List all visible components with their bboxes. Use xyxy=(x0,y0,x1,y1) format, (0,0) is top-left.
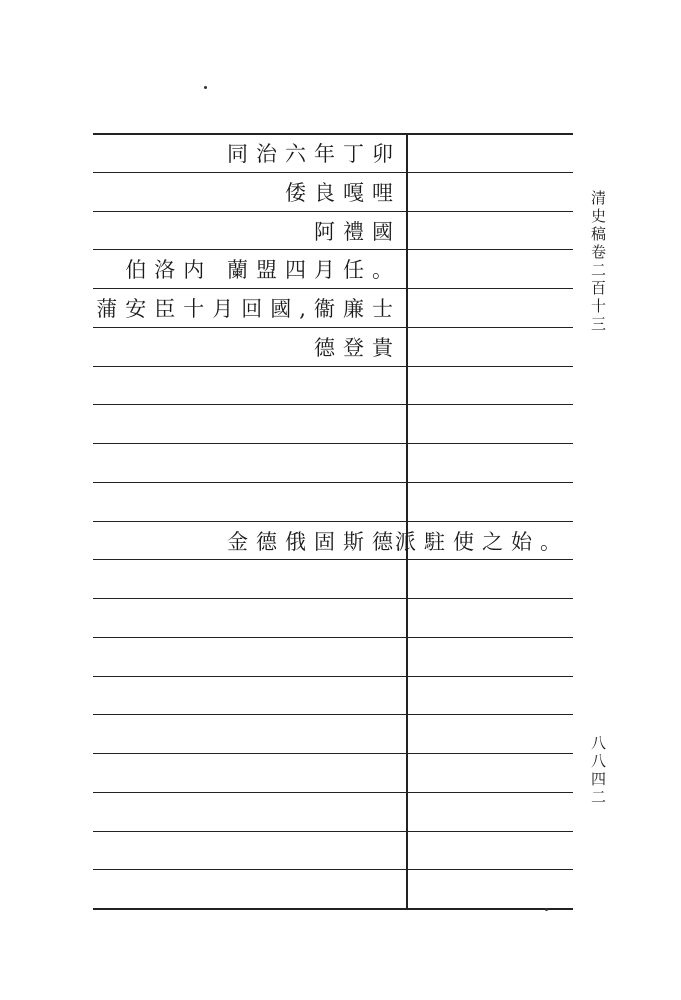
row-rule xyxy=(93,831,573,832)
row-rule xyxy=(93,366,573,367)
row-rule xyxy=(93,637,573,638)
row-rule xyxy=(93,869,573,870)
name-cell xyxy=(285,173,401,211)
cell-text: 伯洛内 蘭盟四月任。 xyxy=(125,258,401,282)
row-rule xyxy=(93,714,573,715)
row-rule xyxy=(93,753,573,754)
cell-text: 派駐使之始。 xyxy=(395,530,569,554)
row-rule xyxy=(93,404,573,405)
name-cell xyxy=(96,289,401,327)
row-rule xyxy=(93,792,573,793)
name-cell xyxy=(314,212,401,250)
note-cell xyxy=(395,522,569,560)
page-number: 八八四二 xyxy=(589,735,607,807)
row-rule xyxy=(93,598,573,599)
volume-title: 清史稿卷二百十三 xyxy=(589,190,607,334)
speck xyxy=(204,86,207,89)
name-cell xyxy=(227,522,401,560)
row-rule xyxy=(93,676,573,677)
cell-text: 同治六年丁卯 xyxy=(227,142,401,166)
name-cell xyxy=(314,328,401,366)
row-rule xyxy=(93,908,573,910)
row-rule xyxy=(93,443,573,444)
cell-text: 阿禮國 xyxy=(314,220,401,244)
speck xyxy=(545,908,548,911)
cell-text: 倭良嘎哩 xyxy=(285,181,401,205)
cell-text: 德登貴 xyxy=(314,336,401,360)
name-cell xyxy=(125,250,401,288)
name-cell xyxy=(227,134,401,172)
cell-text: 蒲安臣十月回國,衞廉士 xyxy=(96,297,401,321)
cell-text: 金德俄固斯德 xyxy=(227,530,401,554)
row-rule xyxy=(93,482,573,483)
